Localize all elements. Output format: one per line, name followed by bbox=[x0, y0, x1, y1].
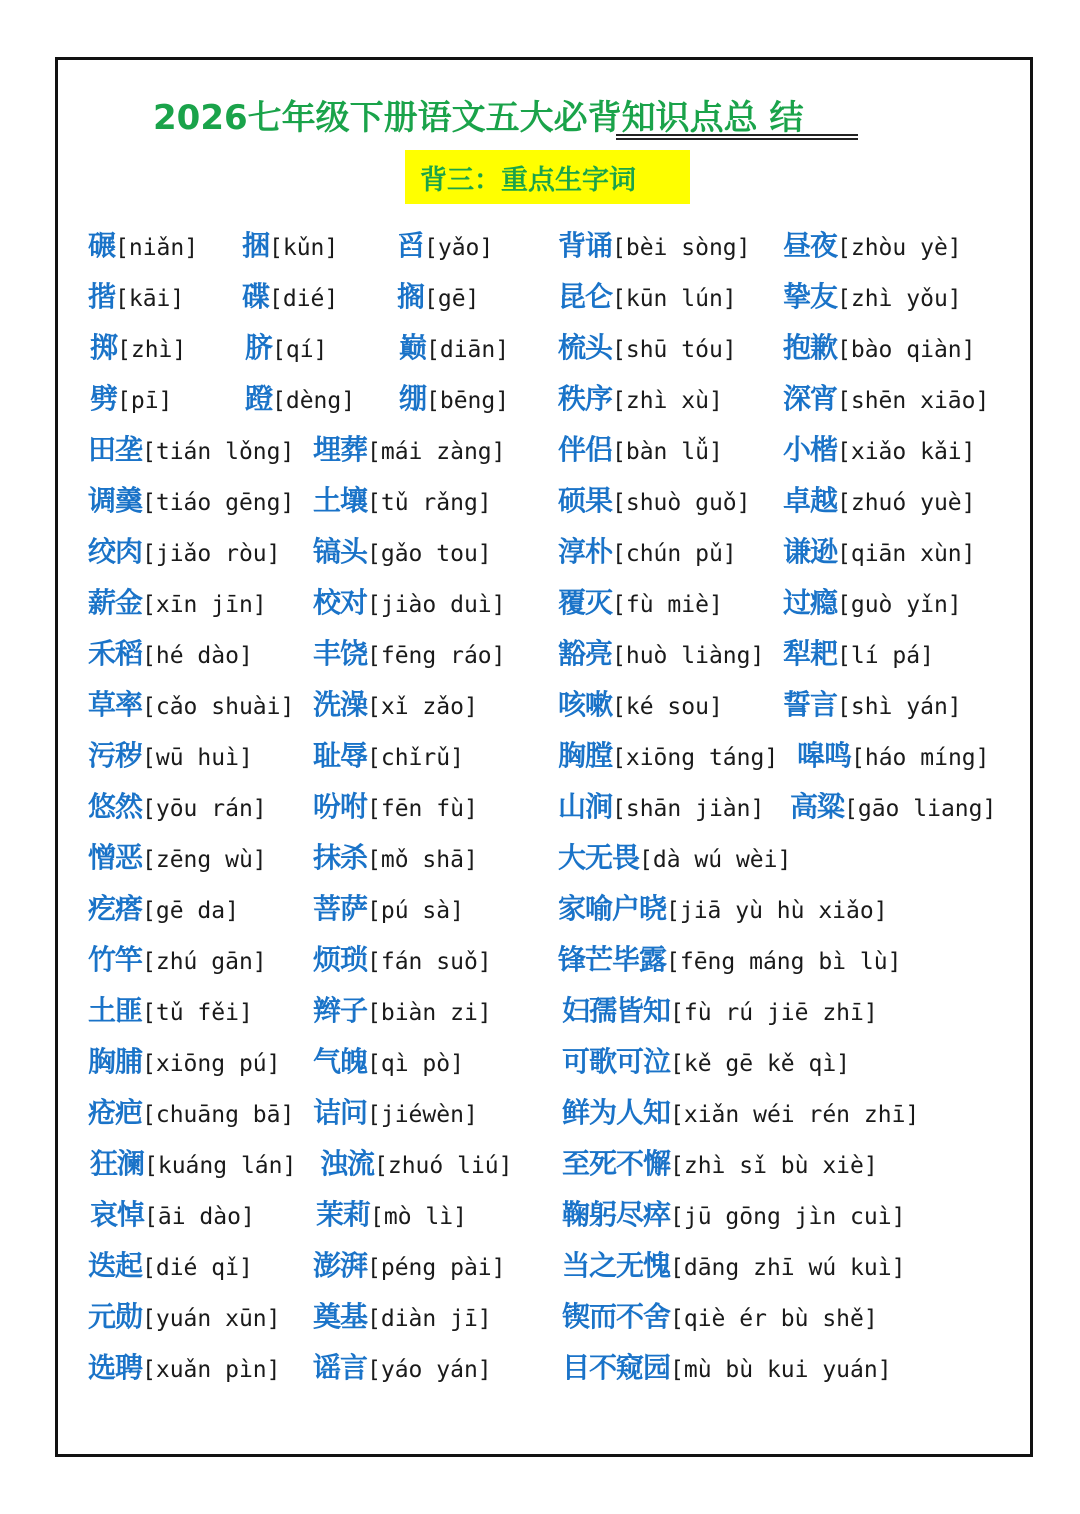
vocab-entry bbox=[783, 228, 962, 264]
vocab-hanzi: 埋葬 bbox=[313, 433, 368, 466]
vocab-entry bbox=[88, 1095, 294, 1131]
vocab-entry bbox=[88, 1248, 253, 1284]
vocab-hanzi: 碾 bbox=[88, 229, 116, 262]
vocab-hanzi: 元勋 bbox=[88, 1300, 143, 1333]
vocab-pinyin: [qì pò] bbox=[367, 1051, 464, 1077]
vocab-entry bbox=[88, 483, 294, 519]
vocab-hanzi: 碟 bbox=[242, 280, 270, 313]
vocab-pinyin: [xiōng táng] bbox=[612, 745, 779, 771]
vocab-pinyin: [diàn jī] bbox=[367, 1306, 492, 1332]
vocab-pinyin: [chǐrǔ] bbox=[367, 745, 464, 771]
vocab-entry bbox=[558, 840, 791, 876]
vocab-hanzi: 小楷 bbox=[783, 433, 838, 466]
vocab-entry bbox=[562, 1350, 892, 1386]
vocab-hanzi: 鞠躬尽瘁 bbox=[562, 1198, 671, 1231]
vocab-pinyin: [mò lì] bbox=[370, 1204, 467, 1230]
vocab-entry bbox=[88, 891, 239, 927]
vocab-hanzi: 山涧 bbox=[558, 790, 613, 823]
vocab-hanzi: 妇孺皆知 bbox=[562, 994, 671, 1027]
vocab-hanzi: 疮疤 bbox=[88, 1096, 143, 1129]
vocab-pinyin: [zhì xù] bbox=[612, 388, 723, 414]
vocab-hanzi: 洗澡 bbox=[313, 688, 368, 721]
vocab-pinyin: [yōu rán] bbox=[142, 796, 267, 822]
vocab-hanzi: 背诵 bbox=[558, 229, 613, 262]
vocab-pinyin: [xīn jīn] bbox=[142, 592, 267, 618]
vocab-pinyin: [pú sà] bbox=[367, 898, 464, 924]
vocab-entry bbox=[245, 381, 355, 417]
vocab-hanzi: 污秽 bbox=[88, 739, 143, 772]
vocab-hanzi: 劈 bbox=[90, 382, 118, 415]
vocab-entry bbox=[242, 279, 338, 315]
vocab-entry bbox=[558, 687, 723, 723]
vocab-pinyin: [dèng] bbox=[272, 388, 356, 414]
vocab-pinyin: [fēng máng bì lù] bbox=[666, 949, 902, 975]
vocab-entry bbox=[783, 381, 989, 417]
vocab-pinyin: [zhuó liú] bbox=[374, 1153, 513, 1179]
vocab-pinyin: [cǎo shuài] bbox=[142, 694, 295, 720]
vocab-pinyin: [zhú gān] bbox=[142, 949, 267, 975]
vocab-hanzi: 昆仑 bbox=[558, 280, 613, 313]
vocab-hanzi: 誓言 bbox=[783, 688, 838, 721]
vocab-pinyin: [ké sou] bbox=[612, 694, 723, 720]
vocab-entry bbox=[88, 432, 294, 468]
vocab-hanzi: 悠然 bbox=[88, 790, 143, 823]
vocab-entry bbox=[313, 789, 478, 825]
vocab-pinyin: [fù miè] bbox=[612, 592, 723, 618]
vocab-pinyin: [gē] bbox=[424, 286, 480, 312]
vocab-entry bbox=[558, 279, 737, 315]
vocab-pinyin: [guò yǐn] bbox=[837, 592, 962, 618]
vocab-entry bbox=[562, 993, 878, 1029]
vocab-hanzi: 竹竿 bbox=[88, 943, 143, 976]
vocab-entry bbox=[790, 789, 996, 825]
vocab-hanzi: 疙瘩 bbox=[88, 892, 143, 925]
vocab-pinyin: [kě gē kě qì] bbox=[670, 1051, 851, 1077]
vocab-pinyin: [huò liàng] bbox=[612, 643, 765, 669]
vocab-entry bbox=[562, 1146, 878, 1182]
vocab-entry bbox=[88, 789, 267, 825]
vocab-entry bbox=[558, 330, 737, 366]
vocab-pinyin: [zhòu yè] bbox=[837, 235, 962, 261]
vocab-pinyin: [shān jiàn] bbox=[612, 796, 765, 822]
vocab-pinyin: [dié] bbox=[269, 286, 339, 312]
vocab-pinyin: [bèi sòng] bbox=[612, 235, 751, 261]
vocab-entry bbox=[245, 330, 327, 366]
vocab-pinyin: [háo míng] bbox=[851, 745, 990, 771]
vocab-hanzi: 可歌可泣 bbox=[562, 1045, 671, 1078]
vocab-pinyin: [biàn zi] bbox=[367, 1000, 492, 1026]
vocab-hanzi: 大无畏 bbox=[558, 841, 640, 874]
vocab-entry bbox=[313, 1299, 492, 1335]
vocab-hanzi: 至死不懈 bbox=[562, 1147, 671, 1180]
vocab-pinyin: [jiā yù hù xiǎo] bbox=[666, 898, 888, 924]
vocab-entry bbox=[783, 636, 934, 672]
vocab-entry bbox=[313, 1095, 478, 1131]
vocab-hanzi: 茉莉 bbox=[316, 1198, 371, 1231]
vocab-hanzi: 丰饶 bbox=[313, 637, 368, 670]
vocab-pinyin: [tiáo gēng] bbox=[142, 490, 295, 516]
vocab-hanzi: 高粱 bbox=[790, 790, 845, 823]
vocab-entry bbox=[313, 942, 492, 978]
vocab-pinyin: [tián lǒng] bbox=[142, 439, 295, 465]
vocab-pinyin: [yǎo] bbox=[424, 235, 494, 261]
vocab-pinyin: [mái zàng] bbox=[367, 439, 506, 465]
vocab-hanzi: 嗥鸣 bbox=[797, 739, 852, 772]
vocab-hanzi: 淳朴 bbox=[558, 535, 613, 568]
vocab-pinyin: [qiān xùn] bbox=[837, 541, 976, 567]
vocab-pinyin: [wū huì] bbox=[142, 745, 253, 771]
vocab-hanzi: 覆灭 bbox=[558, 586, 613, 619]
vocab-pinyin: [shì yán] bbox=[837, 694, 962, 720]
vocab-entry bbox=[558, 942, 901, 978]
vocab-pinyin: [qí] bbox=[272, 337, 328, 363]
vocab-entry bbox=[88, 534, 281, 570]
vocab-pinyin: [jū gōng jìn cuì] bbox=[670, 1204, 906, 1230]
vocab-hanzi: 锲而不舍 bbox=[562, 1300, 671, 1333]
vocab-entry bbox=[88, 1044, 281, 1080]
vocab-pinyin: [mù bù kui yuán] bbox=[670, 1357, 892, 1383]
vocab-pinyin: [bēng] bbox=[426, 388, 510, 414]
vocab-pinyin: [zhuó yuè] bbox=[837, 490, 976, 516]
vocab-hanzi: 硕果 bbox=[558, 484, 613, 517]
vocab-hanzi: 豁亮 bbox=[558, 637, 613, 670]
page-title: 2026七年级下册语文五大必背知识点总 结 bbox=[153, 98, 804, 138]
vocab-pinyin: [kūn lún] bbox=[612, 286, 737, 312]
vocab-entry bbox=[88, 687, 294, 723]
vocab-entry bbox=[313, 585, 506, 621]
vocab-hanzi: 选聘 bbox=[88, 1351, 143, 1384]
vocab-entry bbox=[562, 1044, 850, 1080]
vocab-pinyin: [fán suǒ] bbox=[367, 949, 492, 975]
vocab-pinyin: [xiōng pú] bbox=[142, 1051, 281, 1077]
vocab-hanzi: 当之无愧 bbox=[562, 1249, 671, 1282]
vocab-pinyin: [fēng ráo] bbox=[367, 643, 506, 669]
vocab-hanzi: 狂澜 bbox=[90, 1147, 145, 1180]
vocab-pinyin: [hé dào] bbox=[142, 643, 253, 669]
vocab-entry bbox=[313, 1350, 492, 1386]
vocab-entry bbox=[88, 1350, 281, 1386]
vocab-entry bbox=[88, 840, 267, 876]
vocab-pinyin: [qiè ér bù shě] bbox=[670, 1306, 878, 1332]
vocab-pinyin: [xuǎn pìn] bbox=[142, 1357, 281, 1383]
title-underline bbox=[616, 134, 858, 140]
vocab-hanzi: 镐头 bbox=[313, 535, 368, 568]
vocab-hanzi: 挚友 bbox=[783, 280, 838, 313]
vocab-pinyin: [shuò guǒ] bbox=[612, 490, 751, 516]
vocab-hanzi: 昼夜 bbox=[783, 229, 838, 262]
vocab-hanzi: 蹬 bbox=[245, 382, 273, 415]
vocab-pinyin: [zhì] bbox=[117, 337, 187, 363]
vocab-hanzi: 巅 bbox=[399, 331, 427, 364]
vocab-pinyin: [tǔ fěi] bbox=[142, 1000, 253, 1026]
vocab-entry bbox=[558, 381, 723, 417]
vocab-entry bbox=[88, 228, 198, 264]
vocab-entry bbox=[783, 330, 976, 366]
vocab-entry bbox=[88, 279, 184, 315]
vocab-entry bbox=[88, 993, 253, 1029]
vocab-hanzi: 菩萨 bbox=[313, 892, 368, 925]
vocab-hanzi: 胸膛 bbox=[558, 739, 613, 772]
vocab-entry bbox=[558, 738, 778, 774]
vocab-pinyin: [mǒ shā] bbox=[367, 847, 478, 873]
vocab-entry bbox=[558, 789, 764, 825]
vocab-pinyin: [shēn xiāo] bbox=[837, 388, 990, 414]
vocab-pinyin: [jiǎo ròu] bbox=[142, 541, 281, 567]
vocab-pinyin: [gǎo tou] bbox=[367, 541, 492, 567]
vocab-pinyin: [fēn fù] bbox=[367, 796, 478, 822]
vocab-entry bbox=[397, 228, 493, 264]
vocab-entry bbox=[399, 381, 509, 417]
vocab-pinyin: [zhì yǒu] bbox=[837, 286, 962, 312]
vocab-hanzi: 深宵 bbox=[783, 382, 838, 415]
vocab-hanzi: 薪金 bbox=[88, 586, 143, 619]
vocab-entry bbox=[313, 432, 506, 468]
vocab-hanzi: 抱歉 bbox=[783, 331, 838, 364]
vocab-entry bbox=[313, 738, 464, 774]
vocab-entry bbox=[558, 228, 751, 264]
vocab-hanzi: 掷 bbox=[90, 331, 118, 364]
vocab-entry bbox=[783, 279, 962, 315]
vocab-entry bbox=[562, 1299, 878, 1335]
vocab-hanzi: 浊流 bbox=[320, 1147, 375, 1180]
vocab-hanzi: 校对 bbox=[313, 586, 368, 619]
vocab-entry bbox=[242, 228, 338, 264]
vocab-pinyin: [lí pá] bbox=[837, 643, 934, 669]
vocab-entry bbox=[558, 585, 723, 621]
vocab-pinyin: [chún pǔ] bbox=[612, 541, 737, 567]
vocab-hanzi: 舀 bbox=[397, 229, 425, 262]
vocab-entry bbox=[313, 636, 506, 672]
vocab-hanzi: 梳头 bbox=[558, 331, 613, 364]
vocab-hanzi: 脐 bbox=[245, 331, 273, 364]
vocab-entry bbox=[313, 840, 478, 876]
vocab-hanzi: 绞肉 bbox=[88, 535, 143, 568]
vocab-pinyin: [āi dào] bbox=[144, 1204, 255, 1230]
vocab-entry bbox=[90, 381, 172, 417]
vocab-entry bbox=[313, 534, 492, 570]
vocab-hanzi: 吩咐 bbox=[313, 790, 368, 823]
vocab-pinyin: [niǎn] bbox=[115, 235, 199, 261]
vocab-hanzi: 憎恶 bbox=[88, 841, 143, 874]
vocab-entry bbox=[562, 1095, 919, 1131]
vocab-pinyin: [kuáng lán] bbox=[144, 1153, 297, 1179]
vocab-hanzi: 气魄 bbox=[313, 1045, 368, 1078]
vocab-hanzi: 土壤 bbox=[313, 484, 368, 517]
vocab-entry bbox=[558, 891, 888, 927]
vocab-hanzi: 田垄 bbox=[88, 433, 143, 466]
vocab-hanzi: 锋芒毕露 bbox=[558, 943, 667, 976]
vocab-pinyin: [xiǎn wéi rén zhī] bbox=[670, 1102, 920, 1128]
vocab-pinyin: [kāi] bbox=[115, 286, 185, 312]
vocab-pinyin: [dà wú wèi] bbox=[639, 847, 792, 873]
vocab-entry bbox=[558, 636, 764, 672]
vocab-hanzi: 诘问 bbox=[313, 1096, 368, 1129]
vocab-entry bbox=[90, 330, 186, 366]
vocab-hanzi: 咳嗽 bbox=[558, 688, 613, 721]
vocab-entry bbox=[320, 1146, 513, 1182]
vocab-entry bbox=[313, 1248, 506, 1284]
vocab-hanzi: 犁耙 bbox=[783, 637, 838, 670]
vocab-entry bbox=[316, 1197, 467, 1233]
vocab-entry bbox=[783, 687, 962, 723]
vocab-pinyin: [dāng zhī wú kuì] bbox=[670, 1255, 906, 1281]
vocab-pinyin: [fù rú jiē zhī] bbox=[670, 1000, 878, 1026]
vocab-entry bbox=[558, 483, 751, 519]
vocab-entry bbox=[88, 636, 253, 672]
vocab-entry bbox=[88, 1299, 281, 1335]
vocab-hanzi: 土匪 bbox=[88, 994, 143, 1027]
vocab-entry bbox=[558, 534, 737, 570]
vocab-entry bbox=[313, 687, 478, 723]
vocab-entry bbox=[397, 279, 479, 315]
vocab-pinyin: [zēng wù] bbox=[142, 847, 267, 873]
vocab-pinyin: [diān] bbox=[426, 337, 510, 363]
vocab-entry bbox=[313, 891, 464, 927]
vocab-hanzi: 调羹 bbox=[88, 484, 143, 517]
vocab-pinyin: [bào qiàn] bbox=[837, 337, 976, 363]
vocab-entry bbox=[797, 738, 990, 774]
vocab-hanzi: 澎湃 bbox=[313, 1249, 368, 1282]
vocab-entry bbox=[88, 585, 267, 621]
vocab-hanzi: 抹杀 bbox=[313, 841, 368, 874]
vocab-pinyin: [bàn lǚ] bbox=[612, 439, 723, 465]
vocab-hanzi: 耻辱 bbox=[313, 739, 368, 772]
vocab-entry bbox=[313, 483, 492, 519]
vocab-entry bbox=[313, 993, 492, 1029]
vocab-hanzi: 鲜为人知 bbox=[562, 1096, 671, 1129]
vocab-entry bbox=[90, 1197, 255, 1233]
vocab-hanzi: 卓越 bbox=[783, 484, 838, 517]
vocab-hanzi: 搁 bbox=[397, 280, 425, 313]
vocab-pinyin: [xǐ zǎo] bbox=[367, 694, 478, 720]
vocab-hanzi: 迭起 bbox=[88, 1249, 143, 1282]
vocab-pinyin: [chuāng bā] bbox=[142, 1102, 295, 1128]
vocab-entry bbox=[783, 534, 976, 570]
vocab-entry bbox=[558, 432, 723, 468]
vocab-entry bbox=[562, 1248, 905, 1284]
vocab-entry bbox=[783, 483, 976, 519]
vocab-entry bbox=[88, 738, 253, 774]
vocab-entry bbox=[88, 942, 267, 978]
vocab-entry bbox=[562, 1197, 905, 1233]
vocab-hanzi: 烦琐 bbox=[313, 943, 368, 976]
vocab-pinyin: [zhì sǐ bù xiè] bbox=[670, 1153, 878, 1179]
vocab-pinyin: [xiǎo kǎi] bbox=[837, 439, 976, 465]
vocab-pinyin: [tǔ rǎng] bbox=[367, 490, 492, 516]
vocab-hanzi: 绷 bbox=[399, 382, 427, 415]
vocab-hanzi: 目不窥园 bbox=[562, 1351, 671, 1384]
vocab-entry bbox=[783, 585, 962, 621]
vocab-pinyin: [kǔn] bbox=[269, 235, 339, 261]
vocab-pinyin: [pī] bbox=[117, 388, 173, 414]
vocab-hanzi: 过瘾 bbox=[783, 586, 838, 619]
vocab-hanzi: 伴侣 bbox=[558, 433, 613, 466]
vocab-pinyin: [dié qǐ] bbox=[142, 1255, 253, 1281]
vocab-pinyin: [shū tóu] bbox=[612, 337, 737, 363]
section-label: 背三：重点生字词 bbox=[420, 165, 636, 196]
vocab-pinyin: [yáo yán] bbox=[367, 1357, 492, 1383]
vocab-hanzi: 揩 bbox=[88, 280, 116, 313]
vocab-hanzi: 捆 bbox=[242, 229, 270, 262]
vocab-pinyin: [gāo liang] bbox=[844, 796, 997, 822]
vocab-pinyin: [gē da] bbox=[142, 898, 239, 924]
vocab-entry bbox=[399, 330, 509, 366]
vocab-pinyin: [jiéwèn] bbox=[367, 1102, 478, 1128]
vocab-pinyin: [yuán xūn] bbox=[142, 1306, 281, 1332]
vocab-entry bbox=[313, 1044, 464, 1080]
vocab-hanzi: 家喻户晓 bbox=[558, 892, 667, 925]
vocab-hanzi: 禾稻 bbox=[88, 637, 143, 670]
vocab-pinyin: [jiào duì] bbox=[367, 592, 506, 618]
vocab-hanzi: 辫子 bbox=[313, 994, 368, 1027]
vocab-hanzi: 草率 bbox=[88, 688, 143, 721]
vocab-hanzi: 谦逊 bbox=[783, 535, 838, 568]
vocab-hanzi: 奠基 bbox=[313, 1300, 368, 1333]
vocab-hanzi: 谣言 bbox=[313, 1351, 368, 1384]
vocab-hanzi: 秩序 bbox=[558, 382, 613, 415]
vocab-entry bbox=[90, 1146, 296, 1182]
vocab-hanzi: 哀悼 bbox=[90, 1198, 145, 1231]
vocab-pinyin: [péng pài] bbox=[367, 1255, 506, 1281]
vocab-hanzi: 胸脯 bbox=[88, 1045, 143, 1078]
vocab-entry bbox=[783, 432, 976, 468]
